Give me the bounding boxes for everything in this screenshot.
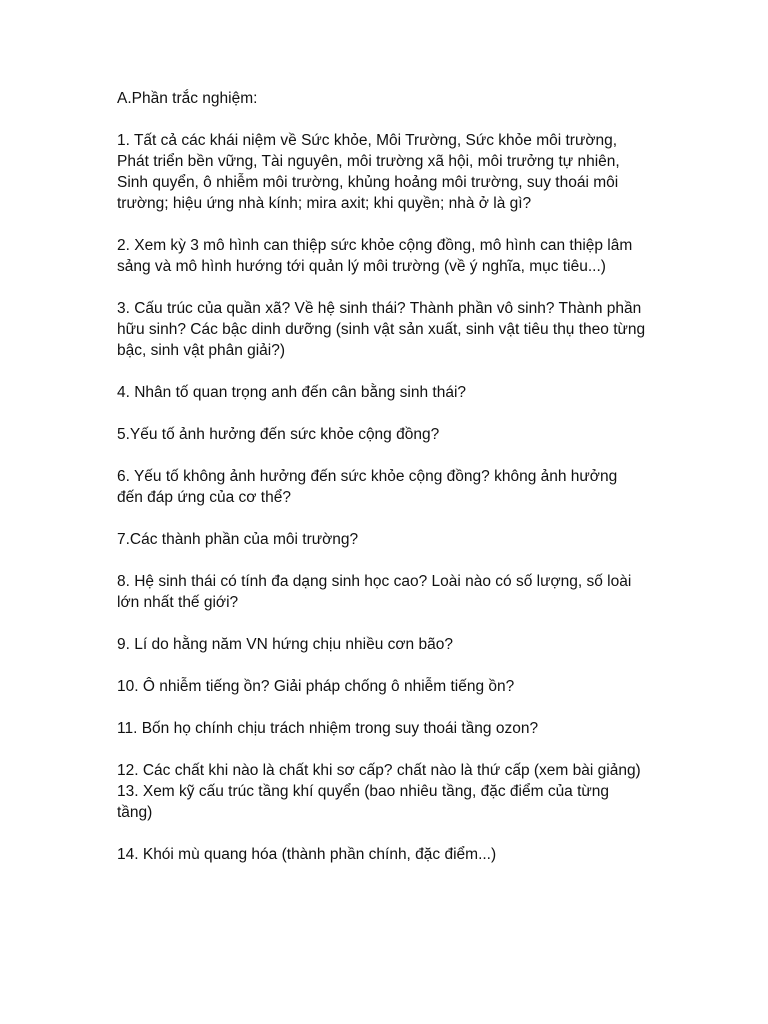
- question-11: 11. Bốn họ chính chịu trách nhiệm trong suy thoái tầng ozon?: [117, 720, 539, 737]
- question-12: 12. Các chất khi nào là chất khi sơ cấp? chất nào là thứ cấp (xem bài giảng): [117, 762, 641, 779]
- question-6: 6. Yếu tố không ảnh hưởng đến sức khỏe cộng đồng? không ảnh hưởng đến đáp ứng của cơ thể?: [117, 468, 618, 506]
- question-14: 14. Khói mù quang hóa (thành phần chính, đặc điểm...): [117, 846, 497, 863]
- question-9: 9. Lí do hằng năm VN hứng chịu nhiều cơn bão?: [117, 636, 453, 653]
- section-heading: A.Phần trắc nghiệm:: [117, 90, 258, 107]
- question-3: 3. Cấu trúc của quần xã? Về hệ sinh thái? Thành phần vô sinh? Thành phần hữu sinh? Các bậc dinh dưỡng (sinh vật sản xuất, sinh vật tiêu thụ theo từng bậc, sinh vật phân giải?): [117, 300, 646, 359]
- question-4: 4. Nhân tố quan trọng anh đến cân bằng sinh thái?: [117, 384, 467, 401]
- document-page: [117, 88, 647, 886]
- question-7: 7.Các thành phần của môi trường?: [117, 531, 359, 548]
- question-2: 2. Xem kỳ 3 mô hình can thiệp sức khỏe cộng đồng, mô hình can thiệp lâm sảng và mô hình hướng tới quản lý môi trường (về ý nghĩa, mục tiêu...): [117, 237, 633, 275]
- question-10: 10. Ô nhiễm tiếng ồn? Giải pháp chống ô nhiễm tiếng ồn?: [117, 678, 515, 695]
- question-13: 13. Xem kỹ cấu trúc tầng khí quyển (bao nhiêu tầng, đặc điểm của từng tầng): [117, 783, 610, 821]
- question-1: 1. Tất cả các khái niệm về Sức khỏe, Môi Trường, Sức khỏe môi trường, Phát triển bền vững, Tài nguyên, môi trường xã hội, môi trưởng tự nhiên, Sinh quyển, ô nhiễm môi trường, khủng hoảng môi trường, suy thoái môi trường; hiệu ứng nhà kính; mira axit; khi quyền; nhà ở là gì?: [117, 132, 620, 212]
- question-5: 5.Yếu tố ảnh hưởng đến sức khỏe cộng đồng?: [117, 426, 440, 443]
- question-8: 8. Hệ sinh thái có tính đa dạng sinh học cao? Loài nào có số lượng, số loài lớn nhất thế giới?: [117, 573, 632, 611]
